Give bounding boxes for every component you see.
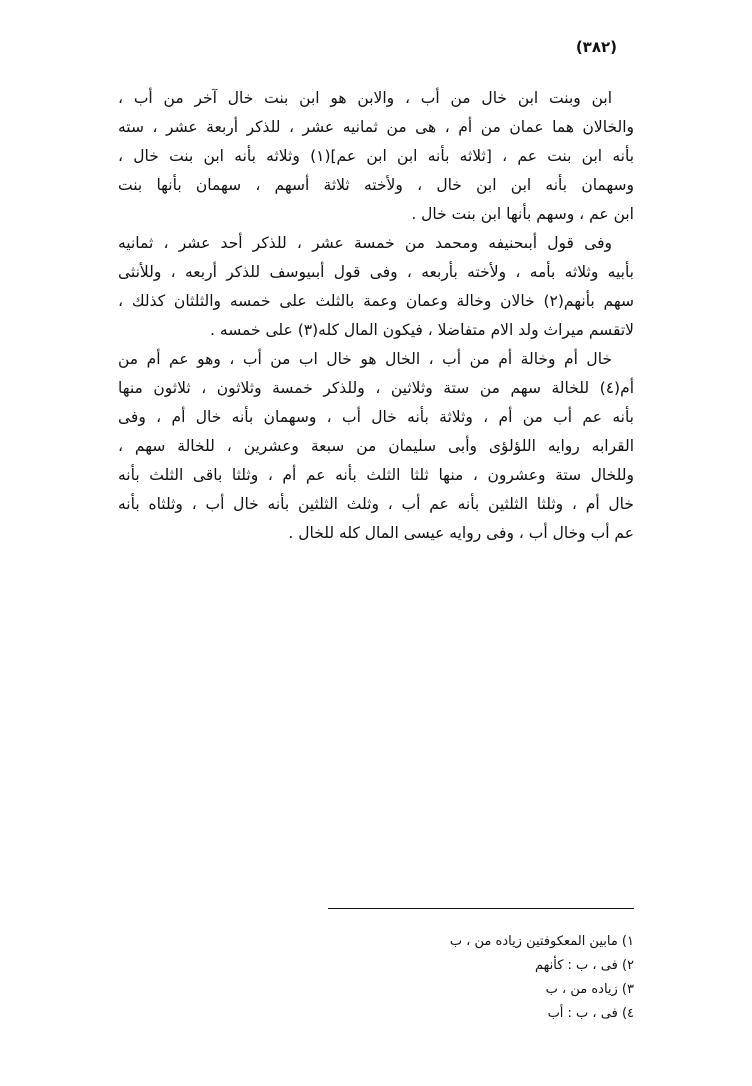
footnote: ٢) فى ، ب : كأنهم bbox=[535, 958, 634, 973]
footnote: ٣) زياده من ، ب bbox=[545, 982, 634, 997]
main-text bbox=[118, 84, 634, 548]
footnote-divider bbox=[328, 908, 634, 909]
paragraph-3 bbox=[118, 345, 634, 548]
text-line: خال أم وخالة أم من أب ، الخال هو خال اب من أب ، وهو عم أم من bbox=[118, 350, 612, 368]
text-line: وللخال ستة وعشرون ، منها ثلثا الثلث بأنه عم أم ، وثلثا باقى الثلث بأنه bbox=[118, 466, 634, 484]
text-line: وفى قول أبىحنيفه ومحمد من خمسة عشر ، للذكر أحد عشر ، ثمانيه bbox=[118, 234, 612, 252]
text-line: سهم بأنهم(٢) خالان وخالة وعمان وعمة بالثلث على خمسه والثلثان كذلك ، bbox=[118, 292, 634, 310]
text-line: بأنه عم أب من أم ، وثلاثة بأنه خال أب ، وسهمان بأنه خال أم ، وفى bbox=[118, 408, 634, 426]
page-number: (٣٨٢) bbox=[575, 38, 617, 56]
text-line: عم أب وخال أب ، وفى روايه عيسى المال كله للخال . bbox=[288, 524, 634, 542]
text-line: القرابه روايه اللؤلؤى وأبى سليمان من سبعة وعشرين ، للخالة سهم ، bbox=[118, 437, 634, 455]
text-line: وسهمان بأنه ابن ابن خال ، ولأخته ثلاثة أسهم ، سهمان بأنها بنت bbox=[118, 176, 634, 194]
text-line: أم(٤) للخالة سهم من ستة وثلاثين ، وللذكر خمسة وثلاثون ، ثلاثون منها bbox=[118, 379, 634, 397]
paragraph-2 bbox=[118, 229, 634, 345]
text-line: لاتقسم ميراث ولد الام متفاضلا ، فيكون المال كله(٣) على خمسه . bbox=[210, 321, 634, 339]
paragraph-1 bbox=[118, 84, 634, 229]
footnotes bbox=[314, 930, 634, 1026]
text-line: خال أم ، وثلثا الثلثين بأنه عم أب ، وثلث الثلثين بأنه خال أب ، وثلثاه بأنه bbox=[118, 495, 634, 513]
footnote: ١) مابين المعكوفتين زياده من ، ب bbox=[449, 934, 634, 949]
text-line: بأبيه وثلاثه بأمه ، ولأخته بأربعه ، وفى قول أبىيوسف للذكر أربعه ، وللأنثى bbox=[118, 263, 634, 281]
text-line: ابن وبنت ابن خال من أب ، والابن هو ابن بنت خال آخر من أب ، bbox=[118, 89, 612, 107]
text-line: والخالان هما عمان من أم ، هى من ثمانيه عشر ، للذكر أربعة عشر ، سته bbox=[118, 118, 634, 136]
footnote: ٤) فى ، ب : أب bbox=[547, 1006, 634, 1021]
text-line: بأنه ابن بنت عم ، [ثلاثه بأنه ابن ابن عم](١) وثلاثه بأنه ابن بنت خال ، bbox=[118, 147, 635, 165]
text-line: ابن عم ، وسهم بأنها ابن بنت خال . bbox=[411, 205, 634, 223]
